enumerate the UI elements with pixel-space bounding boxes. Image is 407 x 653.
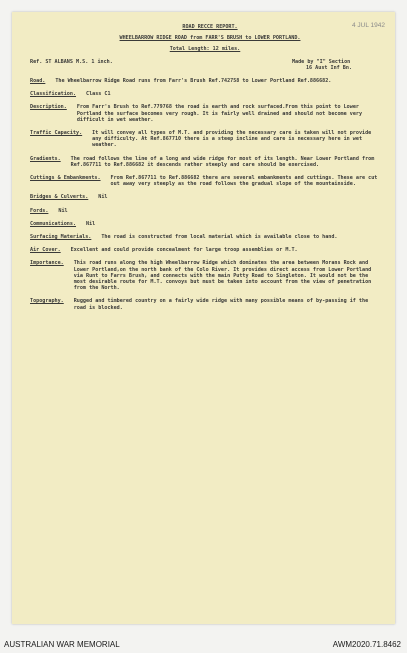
section-text: Excellent and could provide concealment for large troop assemblies or M.T. [70, 247, 298, 254]
report-section [30, 130, 380, 149]
report-sections [30, 78, 380, 311]
report-section [30, 208, 380, 214]
archive-footer [0, 637, 407, 653]
report-section [30, 156, 380, 168]
report-subtitle: WHEELBARROW RIDGE ROAD from FARR'S BRUSH to LOWER PORTLAND. [119, 35, 301, 42]
section-text: Rugged and timbered country on a fairly wide ridge with many possible means of by-passing if the road is blocked. [73, 298, 372, 311]
report-section [30, 175, 380, 187]
report-section [30, 104, 380, 123]
section-text: Nil [98, 194, 108, 201]
total-length: Total Length: 12 miles. [169, 46, 241, 53]
section-text: From Ref.867711 to Ref.886682 there are several embankments and cuttings. These are cut out away very steeply as the road follows the gradual slope of the mountainside. [110, 175, 381, 188]
section-text: The road follows the line of a long and wide ridge for most of its length. Near Lower Portland from Ref.867711 to Ref.886682 it descends rather steeply and care should be exercised. [70, 155, 378, 168]
section-label: Topography. [30, 298, 64, 305]
author-block [292, 59, 352, 71]
section-label: Communications. [30, 220, 77, 227]
document-page [12, 12, 395, 624]
report-title: ROAD RECCE REPORT. [182, 24, 238, 30]
report-section [30, 78, 380, 84]
section-label: Bridges & Culverts. [30, 194, 89, 201]
section-text: Class C1 [86, 91, 111, 98]
date-stamp: 4 JUL 1942 [351, 22, 385, 29]
report-section [30, 298, 380, 310]
section-text: It will convey all types of M.T. and providing the necessary care is taken will not provide any difficulty. At Ref.867710 there is a steep incline and care is necessary here in wet weather. [92, 130, 375, 149]
reference-line [30, 59, 380, 71]
report-section [30, 91, 380, 97]
author-unit: 16 Aust Inf Bn. [305, 64, 352, 71]
report-section [30, 260, 380, 291]
map-reference: Ref. ST ALBANS M.S. 1 inch. [30, 58, 113, 65]
section-label: Cuttings & Embankments. [30, 175, 101, 182]
section-label: Importance. [30, 260, 64, 267]
author-section: Made by "I" Section [291, 58, 351, 65]
section-text: The road is constructed from local material which is available close to hand. [101, 234, 338, 241]
section-label: Surfacing Materials. [30, 234, 92, 241]
section-text: Nil [86, 220, 96, 227]
section-text: This road runs along the high Wheelbarrow Ridge which dominates the area between Morans Rock and Lower Portland,on the north bank of the Colo River. It provides direct access from Lower Portland via Runt to Farrs Brush, and connects with the main Putty Road to Singleton. It would not be the most desirable route for M.T. convoys but must be taken into account from the view of penetration from the North. [73, 260, 375, 292]
archive-name: AUSTRALIAN WAR MEMORIAL [4, 640, 120, 649]
report-body [30, 24, 380, 311]
section-label: Road. [30, 78, 46, 85]
report-section [30, 221, 380, 227]
section-label: Fords. [30, 207, 49, 214]
section-label: Air Cover. [30, 247, 61, 254]
section-label: Description. [30, 104, 67, 111]
section-text: From Farr's Brush to Ref.779768 the road is earth and rock surfaced.From this point to Lower Portland the surface becomes very rough. It is fairly well drained and should not become very difficult in wet weather. [76, 104, 366, 123]
report-section [30, 234, 380, 240]
section-label: Gradients. [30, 155, 61, 162]
archive-id: AWM2020.71.8462 [332, 640, 401, 649]
section-text: The Wheelbarrow Ridge Road runs from Farr's Brush Ref.742758 to Lower Portland Ref.886682. [55, 78, 332, 85]
report-section [30, 194, 380, 200]
section-label: Traffic Capacity. [30, 130, 83, 137]
report-section [30, 247, 380, 253]
section-text: Nil [58, 207, 68, 214]
section-label: Classification. [30, 91, 77, 98]
